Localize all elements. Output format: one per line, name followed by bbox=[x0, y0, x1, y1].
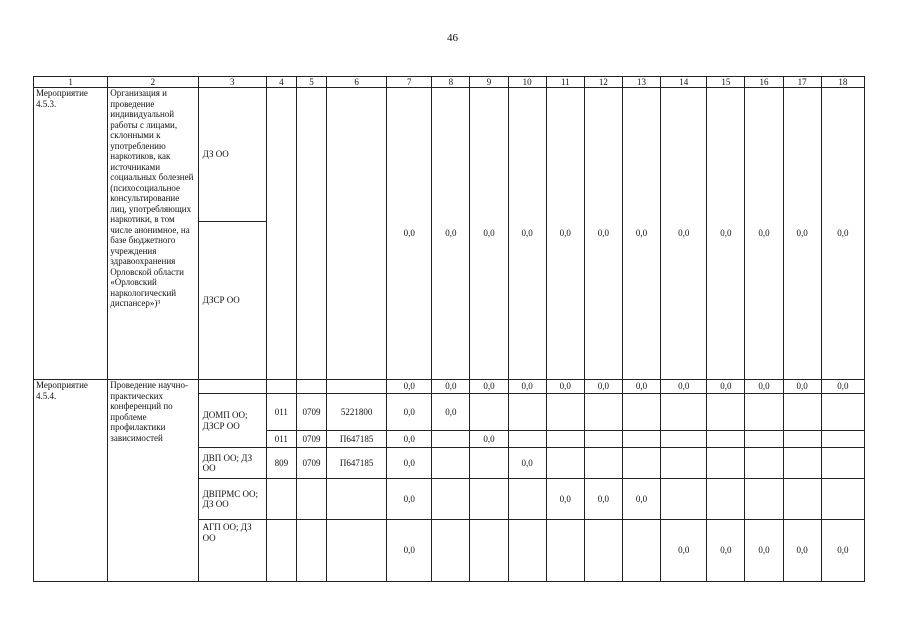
value-cell: 0,0 bbox=[661, 520, 707, 582]
header-cell: 3 bbox=[198, 77, 266, 88]
value-cell: 0,0 bbox=[783, 88, 821, 380]
value-cell: 0,0 bbox=[584, 88, 622, 380]
empty-cell bbox=[783, 479, 821, 520]
empty-cell bbox=[327, 88, 387, 380]
empty-cell bbox=[296, 520, 326, 582]
page-number: 46 bbox=[447, 32, 458, 44]
header-row bbox=[34, 77, 865, 88]
empty-cell bbox=[508, 394, 546, 431]
empty-cell bbox=[470, 520, 508, 582]
empty-cell bbox=[661, 479, 707, 520]
table-row bbox=[34, 380, 865, 394]
csr-cell: 5221800 bbox=[327, 394, 387, 431]
value-cell: 0,0 bbox=[546, 380, 584, 394]
empty-cell bbox=[266, 380, 296, 394]
activity-description: Организация и проведение индивидуальной работы с лицами, склонными к употреблению наркотиков, как источниками социальных болезней (психосоциальное консультирование лиц, употребляющих наркотики, в том числе анонимное, на базе бюджетного учреждения здравоохранения Орловской области «Орловский наркологический диспансер»)³ bbox=[108, 88, 198, 380]
empty-cell bbox=[266, 520, 296, 582]
empty-cell bbox=[707, 431, 745, 448]
empty-cell bbox=[266, 88, 296, 380]
empty-cell bbox=[508, 520, 546, 582]
csr-cell: П647185 bbox=[327, 448, 387, 479]
empty-cell bbox=[745, 479, 783, 520]
empty-cell bbox=[622, 448, 660, 479]
value-cell: 0,0 bbox=[821, 380, 864, 394]
value-cell: 0,0 bbox=[432, 380, 470, 394]
header-cell: 18 bbox=[821, 77, 864, 88]
value-cell: 0,0 bbox=[707, 88, 745, 380]
value-cell: 0,0 bbox=[661, 88, 707, 380]
value-cell: 0,0 bbox=[432, 88, 470, 380]
empty-cell bbox=[327, 520, 387, 582]
value-cell: 0,0 bbox=[470, 431, 508, 448]
activity-label: Мероприятие 4.5.4. bbox=[34, 380, 108, 582]
value-cell: 0,0 bbox=[387, 520, 432, 582]
header-cell: 10 bbox=[508, 77, 546, 88]
empty-cell bbox=[508, 431, 546, 448]
responsible-cell: АГП ОО; ДЗ ОО bbox=[198, 520, 266, 582]
empty-cell bbox=[508, 479, 546, 520]
value-cell: 0,0 bbox=[470, 380, 508, 394]
value-cell: 0,0 bbox=[707, 380, 745, 394]
empty-cell bbox=[296, 479, 326, 520]
value-cell: 0,0 bbox=[821, 520, 864, 582]
value-cell: 0,0 bbox=[745, 88, 783, 380]
value-cell: 0,0 bbox=[470, 88, 508, 380]
value-cell: 0,0 bbox=[546, 479, 584, 520]
empty-cell bbox=[783, 394, 821, 431]
empty-cell bbox=[327, 479, 387, 520]
header-cell: 13 bbox=[622, 77, 660, 88]
responsible-cell: ДЗСР ОО bbox=[198, 222, 266, 380]
empty-cell bbox=[470, 394, 508, 431]
value-cell: 0,0 bbox=[584, 479, 622, 520]
value-cell: 0,0 bbox=[622, 479, 660, 520]
header-cell: 15 bbox=[707, 77, 745, 88]
empty-cell bbox=[296, 88, 326, 380]
empty-cell bbox=[783, 448, 821, 479]
empty-cell bbox=[707, 479, 745, 520]
empty-cell bbox=[584, 431, 622, 448]
empty-cell bbox=[622, 431, 660, 448]
empty-cell bbox=[622, 520, 660, 582]
activity-label: Мероприятие 4.5.3. bbox=[34, 88, 108, 380]
rzpr-cell: 0709 bbox=[296, 448, 326, 479]
empty-cell bbox=[546, 448, 584, 479]
empty-cell bbox=[661, 448, 707, 479]
csr-cell: П647185 bbox=[327, 431, 387, 448]
header-cell: 12 bbox=[584, 77, 622, 88]
empty-cell bbox=[707, 394, 745, 431]
rzpr-cell: 0709 bbox=[296, 394, 326, 431]
value-cell: 0,0 bbox=[783, 520, 821, 582]
empty-cell bbox=[546, 520, 584, 582]
empty-cell bbox=[745, 448, 783, 479]
empty-cell bbox=[821, 448, 864, 479]
header-cell: 17 bbox=[783, 77, 821, 88]
empty-cell bbox=[296, 380, 326, 394]
value-cell: 0,0 bbox=[508, 88, 546, 380]
empty-cell bbox=[622, 394, 660, 431]
empty-cell bbox=[198, 380, 266, 394]
header-cell: 1 bbox=[34, 77, 108, 88]
empty-cell bbox=[783, 431, 821, 448]
responsible-cell: ДВП ОО; ДЗ ОО bbox=[198, 448, 266, 479]
grbs-cell: 011 bbox=[266, 394, 296, 431]
empty-cell bbox=[821, 431, 864, 448]
empty-cell bbox=[584, 394, 622, 431]
empty-cell bbox=[470, 479, 508, 520]
value-cell: 0,0 bbox=[745, 380, 783, 394]
empty-cell bbox=[546, 431, 584, 448]
budget-table bbox=[33, 76, 865, 582]
empty-cell bbox=[584, 448, 622, 479]
empty-cell bbox=[821, 394, 864, 431]
value-cell: 0,0 bbox=[584, 380, 622, 394]
value-cell: 0,0 bbox=[387, 380, 432, 394]
header-cell: 2 bbox=[108, 77, 198, 88]
responsible-cell: ДВПРМС ОО; ДЗ ОО bbox=[198, 479, 266, 520]
empty-cell bbox=[432, 479, 470, 520]
empty-cell bbox=[432, 431, 470, 448]
grbs-cell: 809 bbox=[266, 448, 296, 479]
grbs-cell: 011 bbox=[266, 431, 296, 448]
value-cell: 0,0 bbox=[546, 88, 584, 380]
responsible-cell: ДЗ ОО bbox=[198, 88, 266, 222]
value-cell: 0,0 bbox=[821, 88, 864, 380]
header-cell: 4 bbox=[266, 77, 296, 88]
value-cell: 0,0 bbox=[508, 380, 546, 394]
header-cell: 9 bbox=[470, 77, 508, 88]
value-cell: 0,0 bbox=[745, 520, 783, 582]
value-cell: 0,0 bbox=[661, 380, 707, 394]
empty-cell bbox=[707, 448, 745, 479]
empty-cell bbox=[661, 394, 707, 431]
value-cell: 0,0 bbox=[707, 520, 745, 582]
empty-cell bbox=[821, 479, 864, 520]
value-cell: 0,0 bbox=[387, 479, 432, 520]
empty-cell bbox=[266, 479, 296, 520]
header-cell: 8 bbox=[432, 77, 470, 88]
value-cell: 0,0 bbox=[387, 394, 432, 431]
value-cell: 0,0 bbox=[622, 88, 660, 380]
empty-cell bbox=[470, 448, 508, 479]
header-cell: 11 bbox=[546, 77, 584, 88]
header-cell: 6 bbox=[327, 77, 387, 88]
empty-cell bbox=[327, 380, 387, 394]
header-cell: 16 bbox=[745, 77, 783, 88]
header-cell: 7 bbox=[387, 77, 432, 88]
empty-cell bbox=[745, 394, 783, 431]
value-cell: 0,0 bbox=[432, 394, 470, 431]
rzpr-cell: 0709 bbox=[296, 431, 326, 448]
empty-cell bbox=[584, 520, 622, 582]
value-cell: 0,0 bbox=[622, 380, 660, 394]
header-cell: 14 bbox=[661, 77, 707, 88]
value-cell: 0,0 bbox=[387, 448, 432, 479]
activity-description: Проведение научно-практических конференций по проблеме профилактики зависимостей bbox=[108, 380, 198, 582]
empty-cell bbox=[432, 520, 470, 582]
table-row bbox=[34, 88, 865, 222]
value-cell: 0,0 bbox=[387, 88, 432, 380]
responsible-cell: ДОМП ОО; ДЗСР ОО bbox=[198, 394, 266, 448]
value-cell: 0,0 bbox=[508, 448, 546, 479]
empty-cell bbox=[546, 394, 584, 431]
value-cell: 0,0 bbox=[783, 380, 821, 394]
header-cell: 5 bbox=[296, 77, 326, 88]
empty-cell bbox=[745, 431, 783, 448]
value-cell: 0,0 bbox=[387, 431, 432, 448]
empty-cell bbox=[661, 431, 707, 448]
empty-cell bbox=[432, 448, 470, 479]
